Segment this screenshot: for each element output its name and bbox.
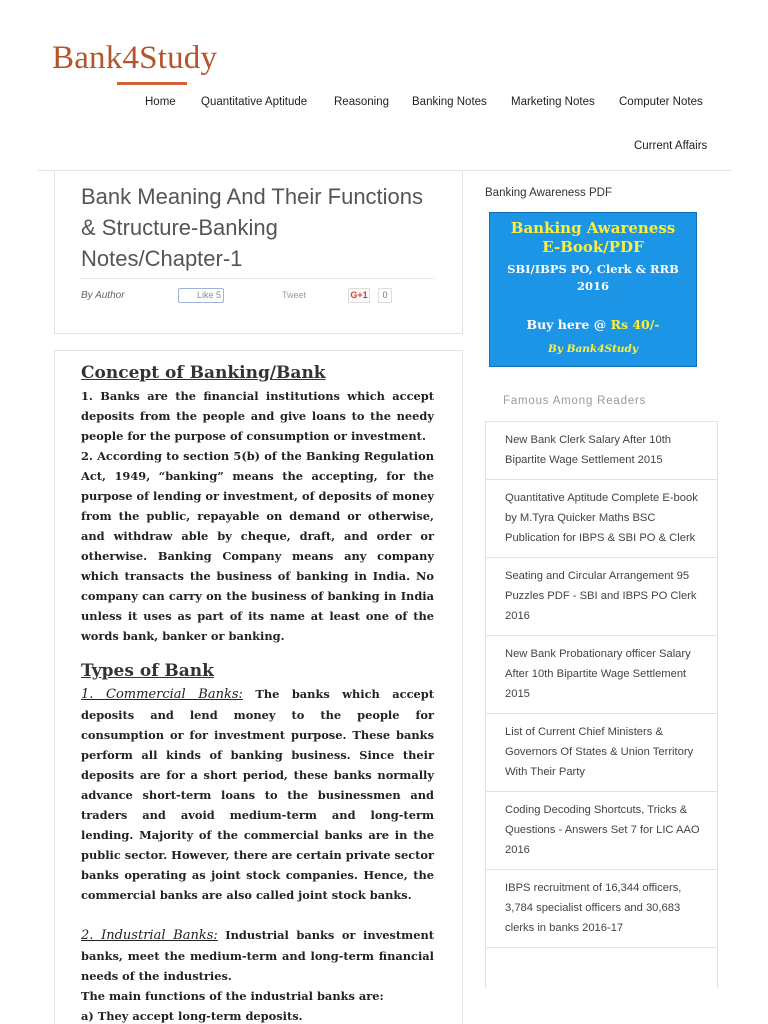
- famous-link[interactable]: Coding Decoding Shortcuts, Tricks & Questions - Answers Set 7 for LIC AAO 2016: [485, 791, 718, 869]
- famous-link[interactable]: List of Current Chief Ministers & Governors Of States & Union Territory With Their Party: [485, 713, 718, 791]
- nav-computer-notes[interactable]: Computer Notes: [619, 96, 703, 108]
- facebook-like-button[interactable]: Like 5: [178, 288, 224, 303]
- banner-price: Rs 40/-: [610, 317, 660, 332]
- banner-signature: By Bank4Study: [547, 343, 639, 355]
- google-plus-button[interactable]: G+1: [348, 288, 370, 303]
- famous-link[interactable]: Quantitative Aptitude Complete E-book by M.Tyra Quicker Maths BSC Publication for IBPS & SBI PO & Clerk: [485, 479, 718, 557]
- famous-link[interactable]: New Bank Probationary officer Salary After 10th Bipartite Wage Settlement 2015: [485, 635, 718, 713]
- famous-heading: Famous Among Readers: [503, 395, 647, 407]
- commercial-banks-text: The banks which accept deposits and lend money to the people for consumption or for investment purpose. These banks perform all kinds of banking business. Since their deposits are for a short period, these banks normally advance short-term loans to the businessmen and traders and avoid medium-term and long-term lending. Majority of the commercial banks are in the public sector. However, there are certain private sector banks operating as joint stock companies. Hence, the commercial banks are also called joint stock banks.: [81, 687, 434, 902]
- section-heading-types: Types of Bank: [81, 661, 214, 681]
- logo-underline: [117, 82, 187, 85]
- nav-reasoning[interactable]: Reasoning: [334, 96, 389, 108]
- nav-marketing-notes[interactable]: Marketing Notes: [511, 96, 595, 108]
- paragraph-2: 2. According to section 5(b) of the Banking Regulation Act, 1949, “banking” means the accepting, for the purpose of lending or investment, of deposits of money from the public, repayable on demand or otherwise, and withdraw able by cheque, draft, and order or otherwise. Banking Company means any company which transacts the business of banking in India. No company can carry on the business of banking in India unless it uses as part of its name at least one of the words bank, banker or banking.: [81, 449, 434, 643]
- banner-subtitle: SBI/IBPS PO, Clerk & RRB 2016: [507, 262, 679, 293]
- paragraph-function-a: a) They accept long-term deposits.: [81, 1009, 303, 1023]
- banner-buy-text: Buy here @ Rs 40/-: [526, 317, 660, 332]
- paragraph-main-functions: The main functions of the industrial banks are:: [81, 989, 384, 1003]
- nav-quantitative-aptitude[interactable]: Quantitative Aptitude: [201, 96, 308, 108]
- ebook-banner[interactable]: [489, 212, 697, 367]
- tweet-button[interactable]: Tweet: [282, 290, 307, 300]
- title-divider: [81, 278, 434, 279]
- subheading-commercial-banks: 1. Commercial Banks:: [81, 687, 243, 702]
- nav-banking-notes[interactable]: Banking Notes: [412, 96, 487, 108]
- nav-home[interactable]: Home: [145, 96, 176, 108]
- post-title: Bank Meaning And Their Functions & Structure-Banking Notes/Chapter-1: [81, 184, 424, 271]
- famous-link[interactable]: IBPS recruitment of 16,344 officers, 3,784 specialist officers and 30,683 clerks in banks 2016-17: [485, 869, 718, 947]
- banner-title: Banking Awareness E-Book/PDF: [510, 219, 676, 256]
- famous-link-empty: [485, 947, 718, 989]
- paragraph-commercial-banks: [81, 684, 434, 905]
- famous-list: [485, 421, 718, 989]
- post-author[interactable]: By Author: [81, 290, 125, 301]
- famous-link[interactable]: Seating and Circular Arrangement 95 Puzzles PDF - SBI and IBPS PO Clerk 2016: [485, 557, 718, 635]
- paragraph-1: 1. Banks are the financial institutions which accept deposits from the people and give loans to the needy people for the purpose of consumption or investment.: [81, 389, 434, 443]
- industrial-banks-text: Industrial banks or investment banks, meet the medium-term and long-term financial needs of the industries.: [81, 928, 434, 983]
- article-body: [81, 360, 434, 1024]
- subheading-industrial-banks: 2. Industrial Banks:: [81, 928, 218, 943]
- google-plus-count: 0: [378, 288, 392, 303]
- nav-current-affairs[interactable]: Current Affairs: [634, 140, 708, 152]
- site-logo[interactable]: Bank4Study: [52, 40, 218, 76]
- famous-link[interactable]: New Bank Clerk Salary After 10th Bipartite Wage Settlement 2015: [485, 421, 718, 479]
- sidebar-heading: Banking Awareness PDF: [485, 187, 612, 199]
- section-heading-concept: Concept of Banking/Bank: [81, 363, 326, 383]
- paragraph-industrial-banks: [81, 925, 434, 986]
